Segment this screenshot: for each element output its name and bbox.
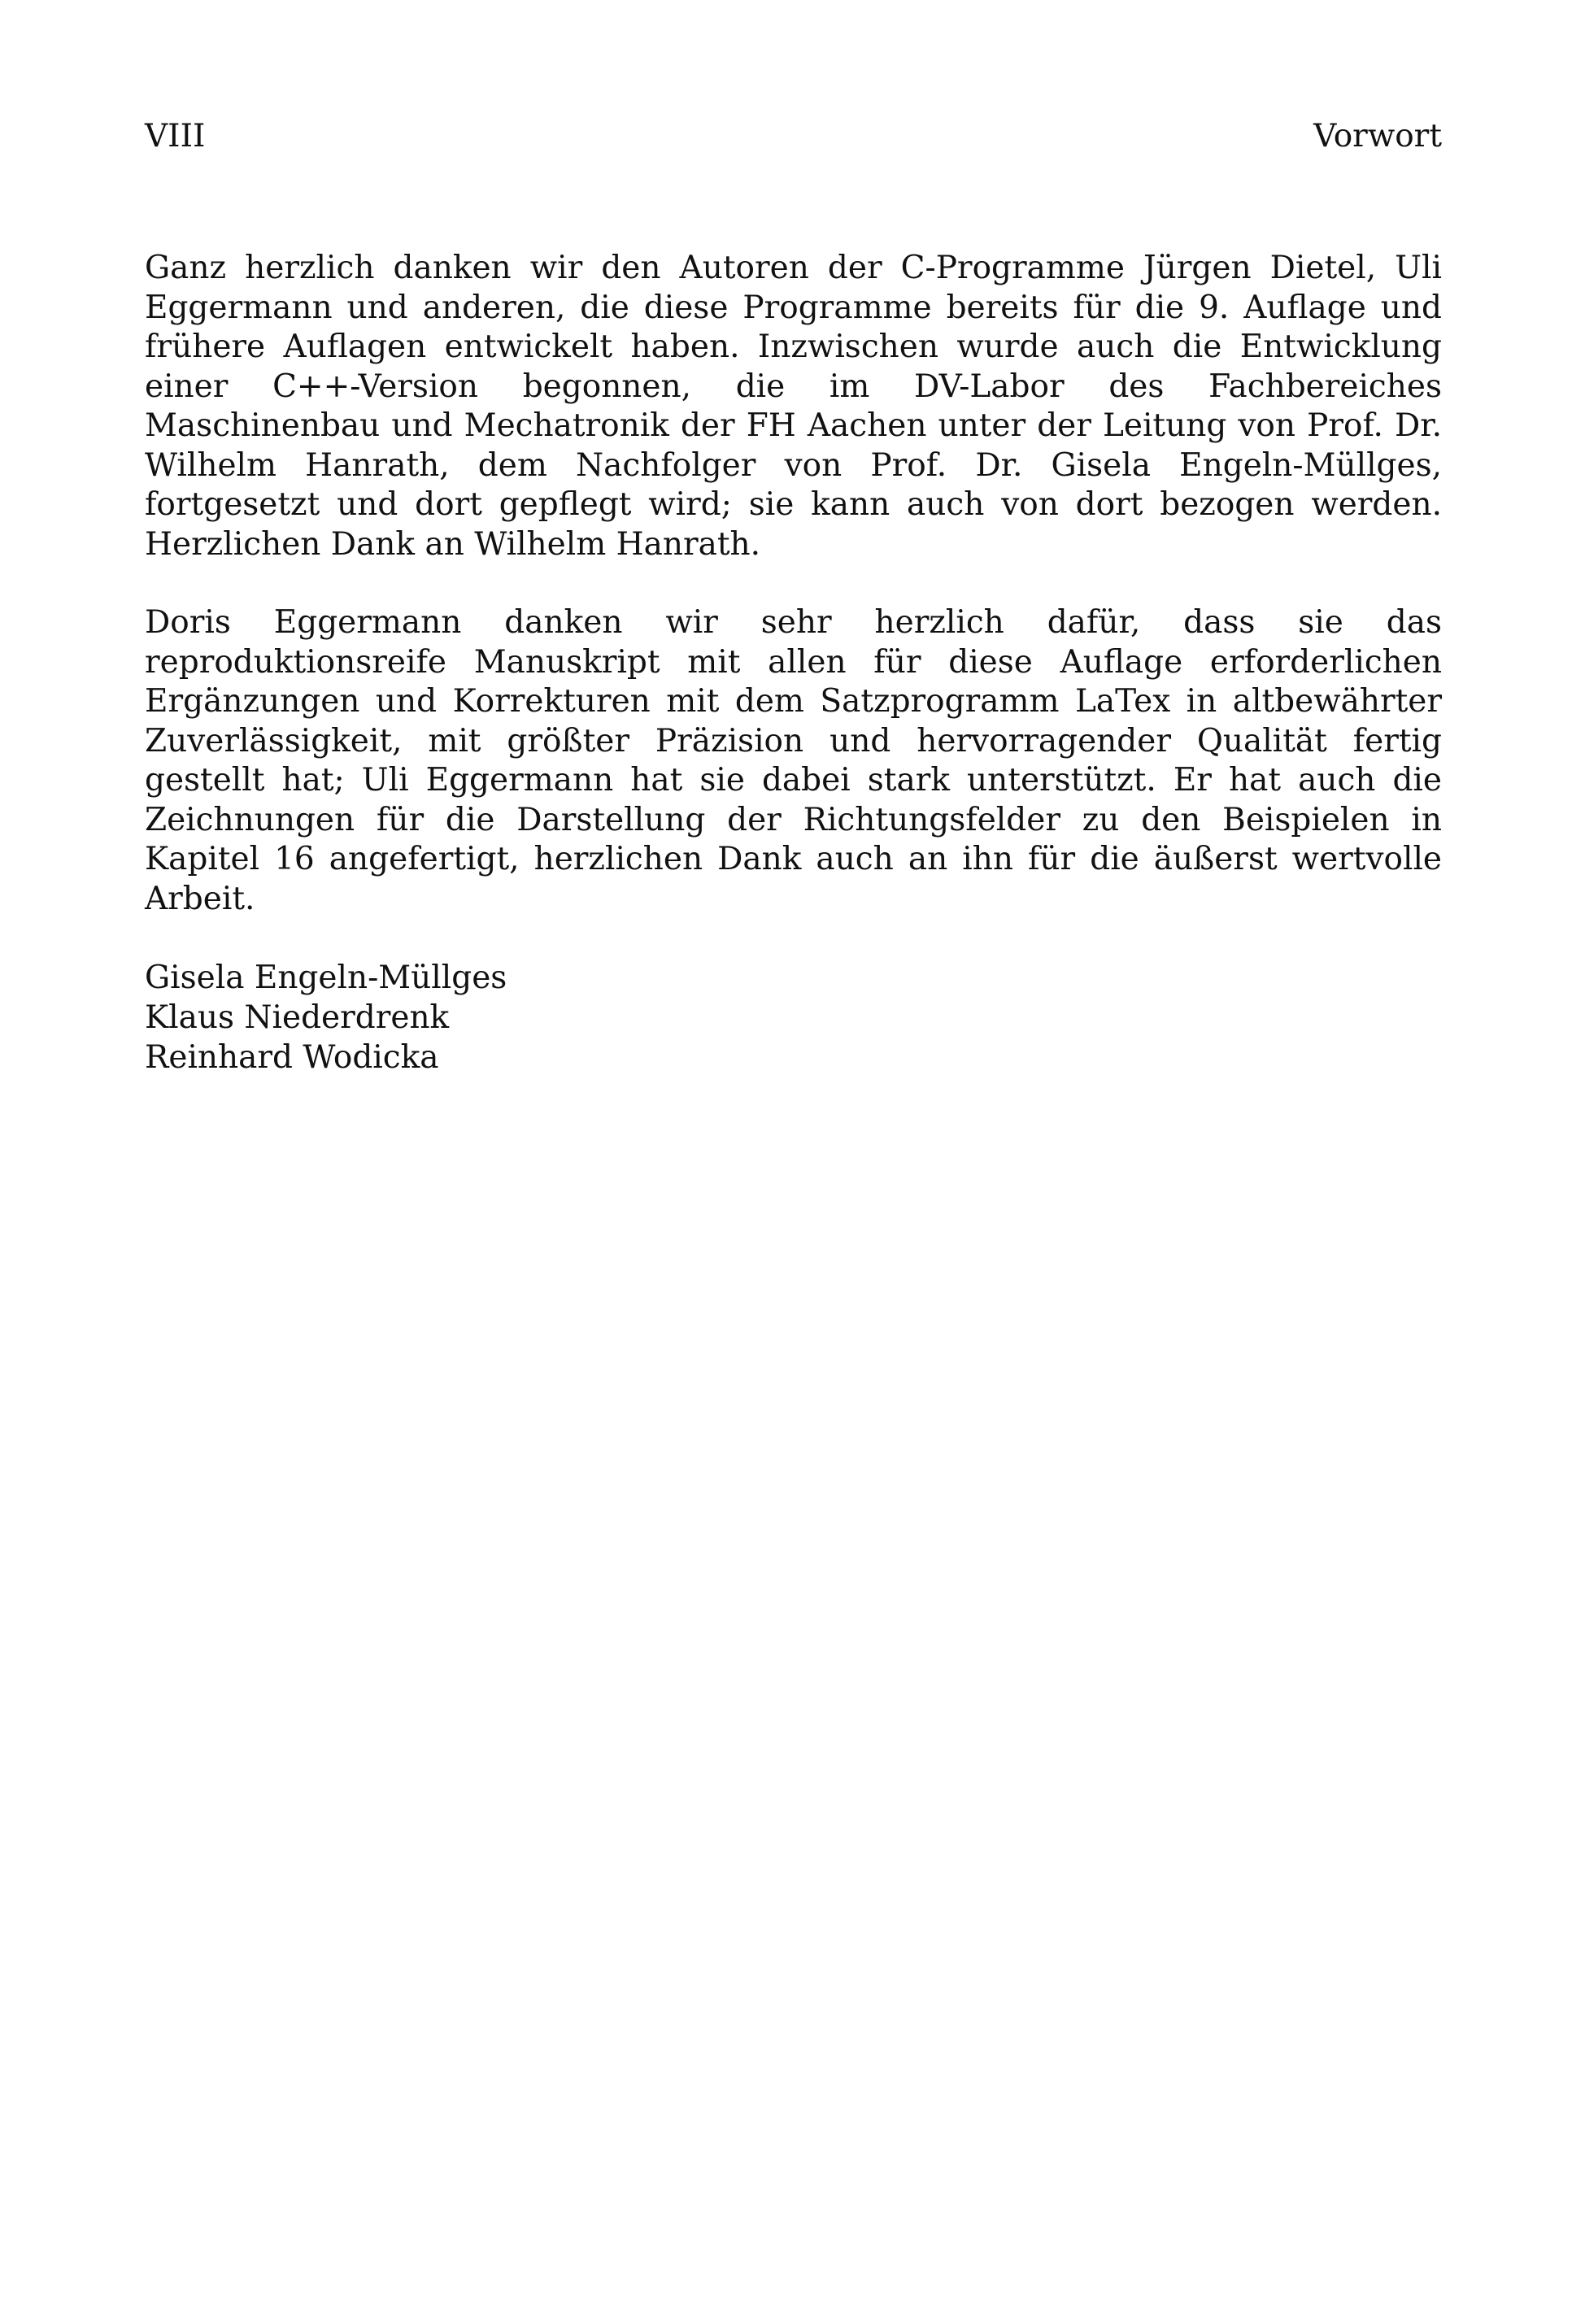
signature-block	[145, 958, 1442, 1077]
author-signature-niederdrenk: Klaus Niederdrenk	[145, 999, 450, 1036]
page-number: VIII	[145, 118, 206, 154]
foreword-text	[145, 249, 1442, 1077]
author-signature-wodicka: Reinhard Wodicka	[145, 1039, 439, 1076]
author-signature-engeln-muellges: Gisela Engeln-Müllges	[145, 960, 507, 996]
running-section-title: Vorwort	[1313, 118, 1442, 154]
acknowledgment-paragraph-typesetting: Doris Eggermann danken wir sehr herzlich dafür, dass sie das reproduktionsreife Manuskript mit allen für diese Auflage erforderlichen Ergänzungen und Korrekturen mit dem Satzprogramm LaTex in altbewährter Zuverlässigkeit, mit größter Präzision und hervorragender Qualität fertig gestellt hat; Uli Eggermann hat sie dabei stark unterstützt. Er hat auch die Zeichnungen für die Darstellung der Richtungsfelder zu den Beispielen in Kapitel 16 angefertigt, herzlichen Dank auch an ihn für die äußerst wertvolle Arbeit.	[145, 604, 1442, 917]
acknowledgment-paragraph-programs: Ganz herzlich danken wir den Autoren der C-Programme Jürgen Dietel, Uli Eggermann und anderen, die diese Programme bereits für die 9. Auflage und frühere Auflagen entwickelt haben. Inzwischen wurde auch die Entwicklung einer C++-Version begonnen, die im DV-Labor des Fachbereiches Maschinenbau und Mechatronik der FH Aachen unter der Leitung von Prof. Dr. Wilhelm Hanrath, dem Nachfolger von Prof. Dr. Gisela Engeln-Müllges, fortgesetzt und dort gepflegt wird; sie kann auch von dort bezogen werden. Herzlichen Dank an Wilhelm Hanrath.	[145, 250, 1442, 563]
running-header	[145, 112, 1442, 161]
